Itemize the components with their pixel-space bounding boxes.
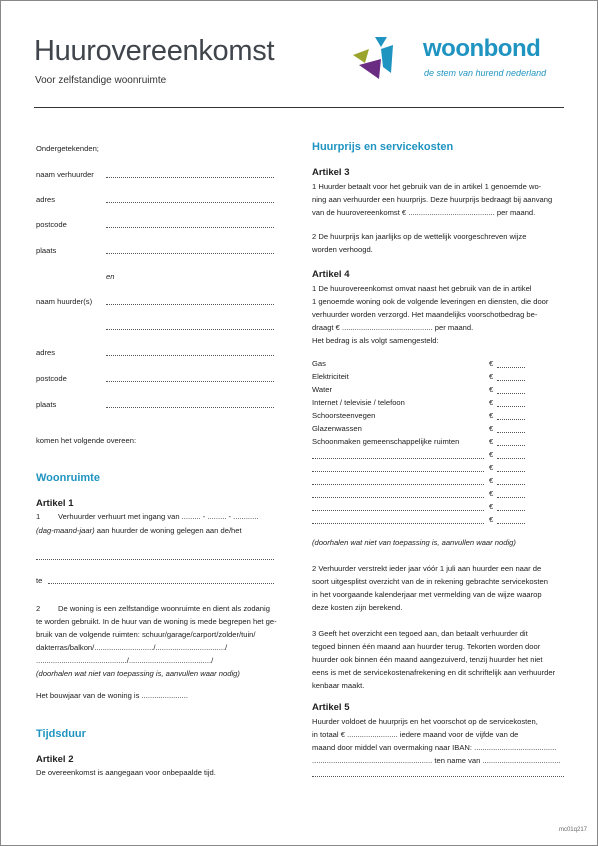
cost-row-schoorsteen: Schoorsteenvegen € [312, 411, 525, 423]
field-label-naam-huurder: naam huurder(s) [36, 297, 93, 306]
art1-p1-num: 1 [36, 512, 41, 521]
field-postcode-huurder[interactable] [106, 381, 274, 382]
art4-p1-line2: 1 genoemde woning ook de volgende leveringen en diensten, die door [312, 297, 549, 306]
field-plaats-huurder[interactable] [106, 407, 274, 408]
field-label-adres-verhuurder: adres [36, 195, 55, 204]
cost-row-internet: Internet / televisie / telefoon € [312, 398, 525, 410]
field-extra-1-label[interactable] [312, 458, 484, 459]
art4-note: (doorhalen wat niet van toepassing is, aanvullen waar nodig) [312, 538, 516, 547]
art4-p1-line4: draagt € ........................................... per maand. [312, 323, 474, 332]
art4-p2-line2: soort uitgesplitst overzicht van de in rekening gebrachte servicekosten [312, 577, 548, 586]
field-schoonmaken[interactable] [497, 445, 525, 446]
field-extra-4-label[interactable] [312, 497, 484, 498]
art1-p1-text: Verhuurder verhuurt met ingang van ......... - ......... - ............ [58, 512, 259, 521]
field-extra-1[interactable] [497, 458, 525, 459]
art4-p1-line1: 1 De huurovereenkomst omvat naast het gebruik van de in artikel [312, 284, 532, 293]
art1-note: (doorhalen wat niet van toepassing is, aanvullen waar nodig) [36, 669, 240, 678]
art4-p3-line3: huurder ook binnen één maand aangezuiverd, tenzij huurder het niet [312, 655, 543, 664]
cost-row-water: Water € [312, 385, 525, 397]
cost-row-extra-5: € [312, 502, 525, 514]
field-naam-huurder-2[interactable] [106, 329, 274, 330]
field-postcode-verhuurder[interactable] [106, 227, 274, 228]
art1-p1-line2: (dag-maand-jaar) aan huurder de woning gelegen aan de/het [36, 526, 242, 535]
art4-p3-line1: 3 Geeft het overzicht een tegoed aan, dan betaalt verhuurder dit [312, 629, 528, 638]
art4-p3-line2: tegoed binnen één maand aan huurder terug. Tekorten worden door [312, 642, 541, 651]
cost-row-glazenwassen: Glazenwassen € [312, 424, 525, 436]
art1-p2-line2: te worden gebruikt. In de huur van de woning is mede begrepen het ge- [36, 617, 277, 626]
art4-p3-line4: eens is met de servicekostenafrekening en dit schriftelijk aan verhuurder [312, 668, 556, 677]
field-internet[interactable] [497, 406, 525, 407]
agree-text: komen het volgende overeen: [36, 436, 137, 445]
art3-p1-line2: ning aan verhuurder een huurprijs. Deze huurprijs bedraagt bij aanvang [312, 195, 553, 204]
field-adres-huurder[interactable] [106, 355, 274, 356]
heading-artikel-1: Artikel 1 [36, 498, 74, 509]
field-plaats-verhuurder[interactable] [106, 253, 274, 254]
field-label-naam-verhuurder: naam verhuurder [36, 170, 94, 179]
field-naam-huurder[interactable] [106, 304, 274, 305]
field-plaats-woning[interactable] [48, 583, 274, 584]
field-label-postcode-verhuurder: postcode [36, 220, 67, 229]
cost-row-schoonmaken: Schoonmaken gemeenschappelijke ruimten € [312, 437, 525, 449]
field-extra-3-label[interactable] [312, 484, 484, 485]
page-title: Huurovereenkomst [34, 35, 275, 67]
field-extra-2[interactable] [497, 471, 525, 472]
field-extra-6-label[interactable] [312, 523, 484, 524]
art3-p2-line2: worden verhoogd. [312, 245, 373, 254]
logo-name: woonbond [423, 35, 541, 62]
field-adres-woning[interactable] [36, 559, 274, 560]
art5-line1: Huurder voldoet de huurprijs en het voorschot op de servicekosten, [312, 717, 538, 726]
footer-code: mc01q217 [558, 827, 587, 833]
art4-p1-line3: verhuurder worden verzorgd. Het maandelijks voorschotbedrag be- [312, 310, 538, 319]
field-label-postcode-huurder: postcode [36, 374, 67, 383]
field-extra-4[interactable] [497, 497, 525, 498]
heading-artikel-5: Artikel 5 [312, 702, 350, 713]
te-label: te [36, 576, 43, 585]
field-extra-5-label[interactable] [312, 510, 484, 511]
intro-text: Ondergetekenden; [36, 144, 99, 153]
cost-row-gas: Gas € [312, 359, 525, 371]
art1-p2-line5: .........................................../......................................./ [36, 656, 214, 665]
field-schoorsteen[interactable] [497, 419, 525, 420]
heading-huurprijs: Huurprijs en servicekosten [312, 141, 454, 153]
field-glazenwassen[interactable] [497, 432, 525, 433]
heading-artikel-2: Artikel 2 [36, 754, 74, 765]
cost-row-extra-6: € [312, 515, 525, 527]
page-subtitle: Voor zelfstandige woonruimte [35, 75, 167, 86]
cost-row-extra-4: € [312, 489, 525, 501]
art1-p2-line1: De woning is een zelfstandige woonruimte en dient als zodanig [58, 604, 270, 613]
art4-p3-line5: kenbaar maakt. [312, 681, 365, 690]
art3-p1-line1: 1 Huurder betaalt voor het gebruik van de in artikel 1 genoemde wo- [312, 182, 542, 191]
field-gas[interactable] [497, 367, 525, 368]
cost-row-extra-3: € [312, 476, 525, 488]
art1-p2-line4: dakterras/balkon/............................/................................./ [36, 643, 228, 652]
field-extra-2-label[interactable] [312, 471, 484, 472]
art4-samen: Het bedrag is als volgt samengesteld: [312, 336, 439, 345]
field-extra-3[interactable] [497, 484, 525, 485]
art4-p2-line3: in het voorgaande kalenderjaar met vermelding van de wijze waarop [312, 590, 542, 599]
heading-artikel-3: Artikel 3 [312, 167, 350, 178]
field-art5-extra[interactable] [312, 776, 564, 777]
field-label-plaats-huurder: plaats [36, 400, 57, 409]
art2-text: De overeenkomst is aangegaan voor onbepaalde tijd. [36, 768, 216, 777]
field-adres-verhuurder[interactable] [106, 202, 274, 203]
heading-tijdsduur: Tijdsduur [36, 728, 86, 740]
art1-p2-num: 2 [36, 604, 41, 613]
cost-row-elektriciteit: Elektriciteit € [312, 372, 525, 384]
field-extra-5[interactable] [497, 510, 525, 511]
art4-p2-line4: deze kosten zijn berekend. [312, 603, 403, 612]
art5-line3: maand door middel van overmaking naar IBAN: ....................................... [312, 743, 557, 752]
art3-p1-line3: van de huurovereenkomst € ......................................... per maand. [312, 208, 536, 217]
art3-p2-line1: 2 De huurprijs kan jaarlijks op de wettelijk voorgeschreven wijze [312, 232, 527, 241]
cost-row-extra-1: € [312, 450, 525, 462]
art4-p2-line1: 2 Verhuurder verstrekt ieder jaar vóór 1 juli aan huurder een naar de [312, 564, 542, 573]
en-text: en [106, 272, 115, 281]
logo-tagline: de stem van hurend nederland [424, 68, 547, 78]
field-label-adres-huurder: adres [36, 348, 55, 357]
header-rule [34, 107, 564, 108]
bouwjaar-text: Het bouwjaar van de woning is ...................... [36, 691, 188, 700]
field-label-plaats-verhuurder: plaats [36, 246, 57, 255]
field-elektriciteit[interactable] [497, 380, 525, 381]
heading-woonruimte: Woonruimte [36, 472, 100, 484]
art5-line2: in totaal € ........................ iedere maand voor de vijfde van de [312, 730, 519, 739]
art5-line4: ......................................................... ten name van ..................................... [312, 756, 561, 765]
cost-row-extra-2: € [312, 463, 525, 475]
art1-p2-line3: bruik van de volgende ruimten: schuur/garage/carport/zolder/tuin/ [36, 630, 256, 639]
field-naam-verhuurder[interactable] [106, 177, 274, 178]
field-extra-6[interactable] [497, 523, 525, 524]
heading-artikel-4: Artikel 4 [312, 269, 350, 280]
field-water[interactable] [497, 393, 525, 394]
